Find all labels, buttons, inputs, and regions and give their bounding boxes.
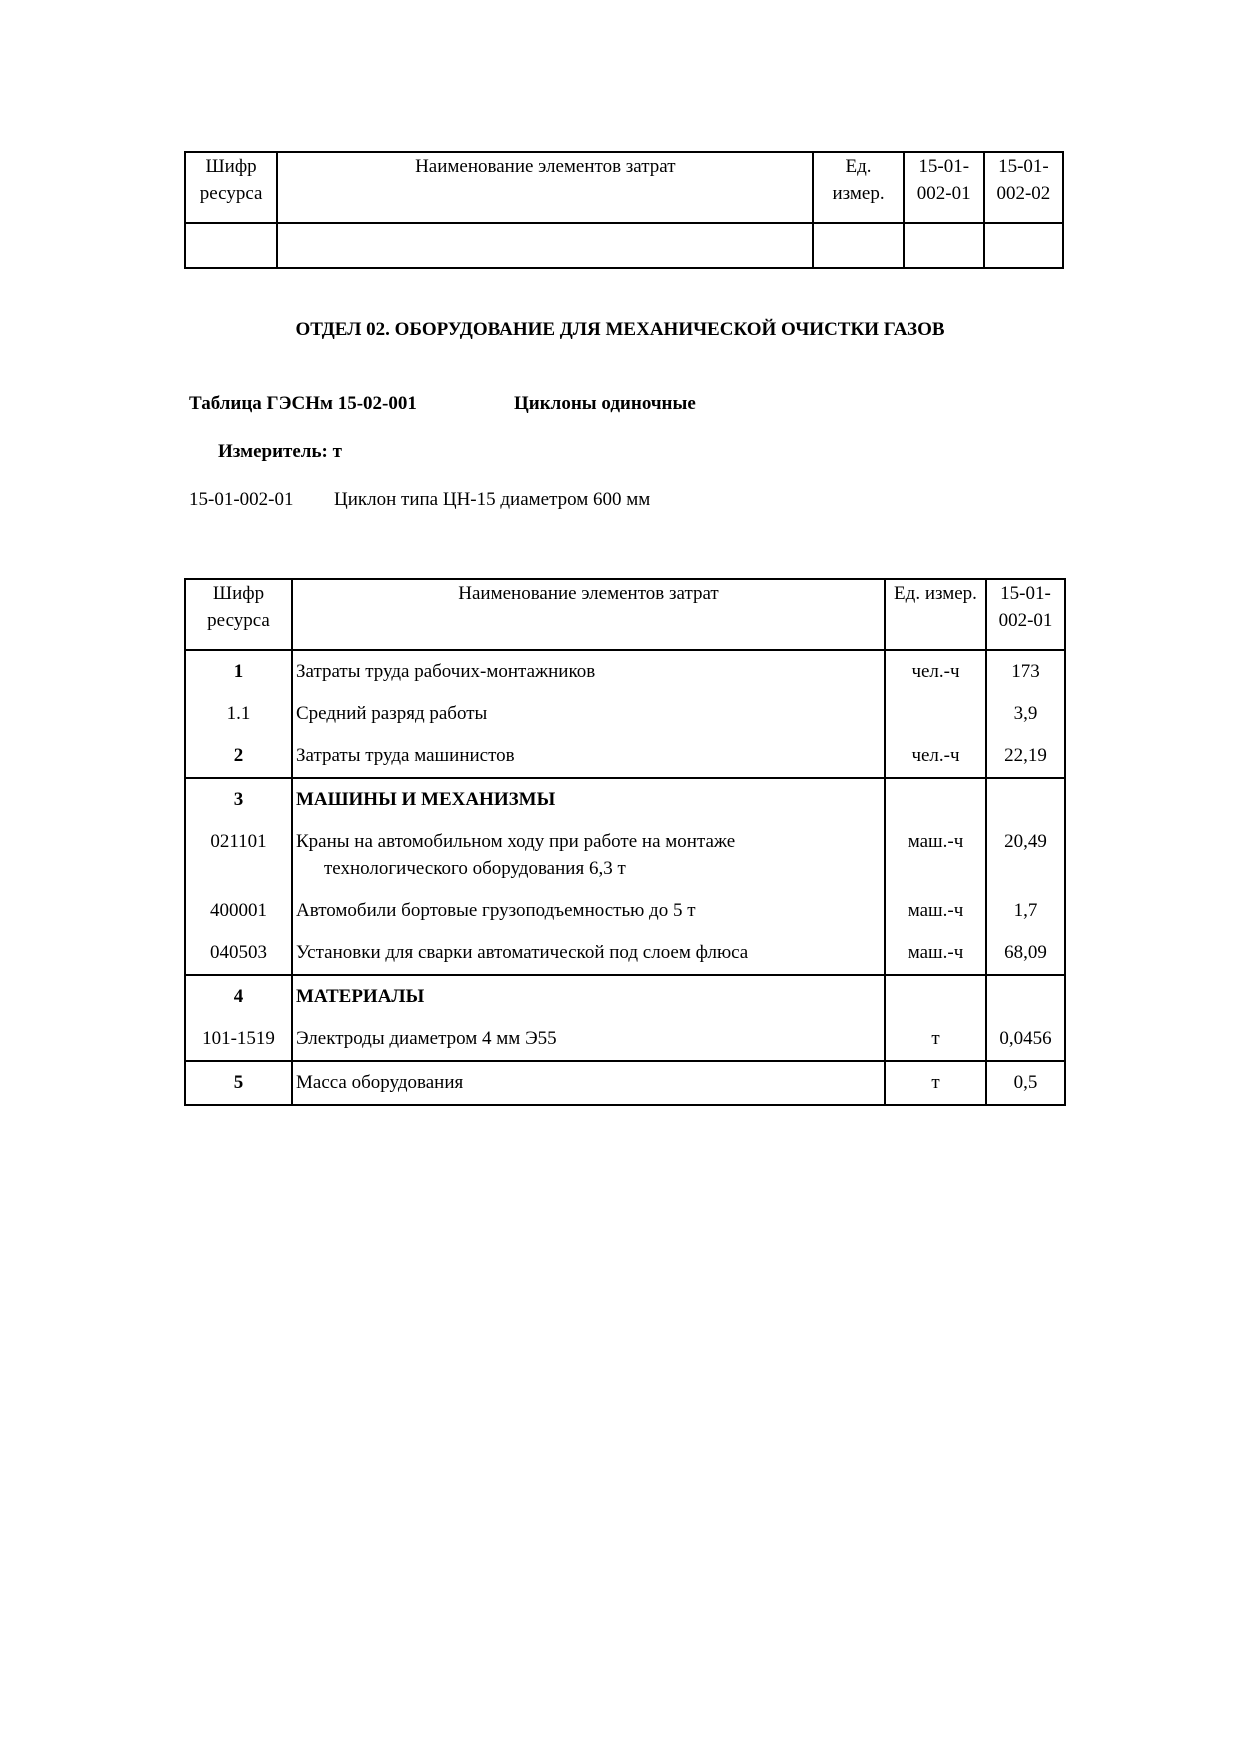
header-empty-row [185,223,1063,268]
empty-cell [277,223,813,268]
table-row [185,975,1065,1018]
table-row [185,1018,1065,1061]
resource-header-row [185,579,1065,650]
row-name-line1: Краны на автомобильном ходу при работе на монтаже [296,831,736,852]
unit-line: Измеритель: т [218,441,342,462]
row-code: 3 [185,778,292,821]
row-name: МАШИНЫ И МЕХАНИЗМЫ [292,778,885,821]
header-col-unit [813,152,903,223]
table-row [185,735,1065,778]
row-value: 0,0456 [986,1018,1065,1061]
resource-col-name: Наименование элементов затрат [292,579,885,650]
row-name: Средний разряд работы [292,693,885,735]
row-code: 400001 [185,890,292,932]
resource-col-code-line1: Шифр [212,583,265,604]
row-unit [885,778,986,821]
row-unit: чел.-ч [885,650,986,693]
row-value: 173 [986,650,1065,693]
resource-col-norm [986,579,1065,650]
header-row [185,152,1063,223]
row-name: Затраты труда рабочих-монтажников [292,650,885,693]
row-value [986,778,1065,821]
row-unit [885,975,986,1018]
header-col-code-line2: ресурса [199,183,263,204]
row-name-line2: технологического оборудования 6,3 т [324,858,626,879]
row-code: 1 [185,650,292,693]
row-value: 20,49 [986,821,1065,890]
row-code: 2 [185,735,292,778]
row-name: Масса оборудования [292,1061,885,1105]
table-row [185,890,1065,932]
row-value [986,975,1065,1018]
resource-col-norm-line2: 002-01 [998,610,1053,631]
header-col-code [185,152,277,223]
item-description: Циклон типа ЦН-15 диаметром 600 мм [334,489,651,510]
resource-table [184,578,1066,1106]
header-col-norm-2-line2: 002-02 [996,183,1051,204]
item-code: 15-01-002-01 [189,489,294,510]
header-col-name: Наименование элементов затрат [277,152,813,223]
row-code: 101-1519 [185,1018,292,1061]
row-unit: т [885,1061,986,1105]
resource-col-norm-line1: 15-01- [1000,583,1051,604]
table-label: Таблица ГЭСНм 15-02-001 [189,393,417,414]
row-unit [885,693,986,735]
row-name: МАТЕРИАЛЫ [292,975,885,1018]
row-code: 4 [185,975,292,1018]
table-row [185,932,1065,975]
row-value: 3,9 [986,693,1065,735]
row-unit: маш.-ч [885,932,986,975]
table-name: Циклоны одиночные [514,393,696,414]
header-col-norm-1-line1: 15-01- [918,156,970,177]
row-unit: маш.-ч [885,821,986,890]
header-col-unit-line1: Ед. [845,156,872,177]
header-table [184,151,1064,269]
row-name [292,821,885,890]
row-code: 5 [185,1061,292,1105]
header-col-norm-1 [904,152,984,223]
empty-cell [984,223,1063,268]
empty-cell [904,223,984,268]
row-name: Автомобили бортовые грузоподъемностью до 5 т [292,890,885,932]
row-code: 021101 [185,821,292,890]
table-row [185,1061,1065,1105]
table-row [185,778,1065,821]
header-col-norm-2-line1: 15-01- [998,156,1049,177]
row-value: 1,7 [986,890,1065,932]
table-row [185,650,1065,693]
resource-col-unit: Ед. измер. [885,579,986,650]
resource-col-code [185,579,292,650]
table-row [185,693,1065,735]
row-code: 1.1 [185,693,292,735]
empty-cell [185,223,277,268]
row-code: 040503 [185,932,292,975]
row-name: Установки для сварки автоматической под слоем флюса [292,932,885,975]
header-col-norm-2 [984,152,1063,223]
header-col-code-line1: Шифр [205,156,257,177]
row-unit: чел.-ч [885,735,986,778]
header-col-norm-1-line2: 002-01 [916,183,971,204]
row-unit: т [885,1018,986,1061]
row-value: 0,5 [986,1061,1065,1105]
section-title: ОТДЕЛ 02. ОБОРУДОВАНИЕ ДЛЯ МЕХАНИЧЕСКОЙ ОЧИСТКИ ГАЗОВ [295,319,945,340]
row-name: Затраты труда машинистов [292,735,885,778]
resource-col-code-line2: ресурса [207,610,270,631]
row-value: 68,09 [986,932,1065,975]
empty-cell [813,223,903,268]
table-row [185,821,1065,890]
row-value: 22,19 [986,735,1065,778]
row-unit: маш.-ч [885,890,986,932]
header-col-unit-line2: измер. [832,183,885,204]
row-name: Электроды диаметром 4 мм Э55 [292,1018,885,1061]
